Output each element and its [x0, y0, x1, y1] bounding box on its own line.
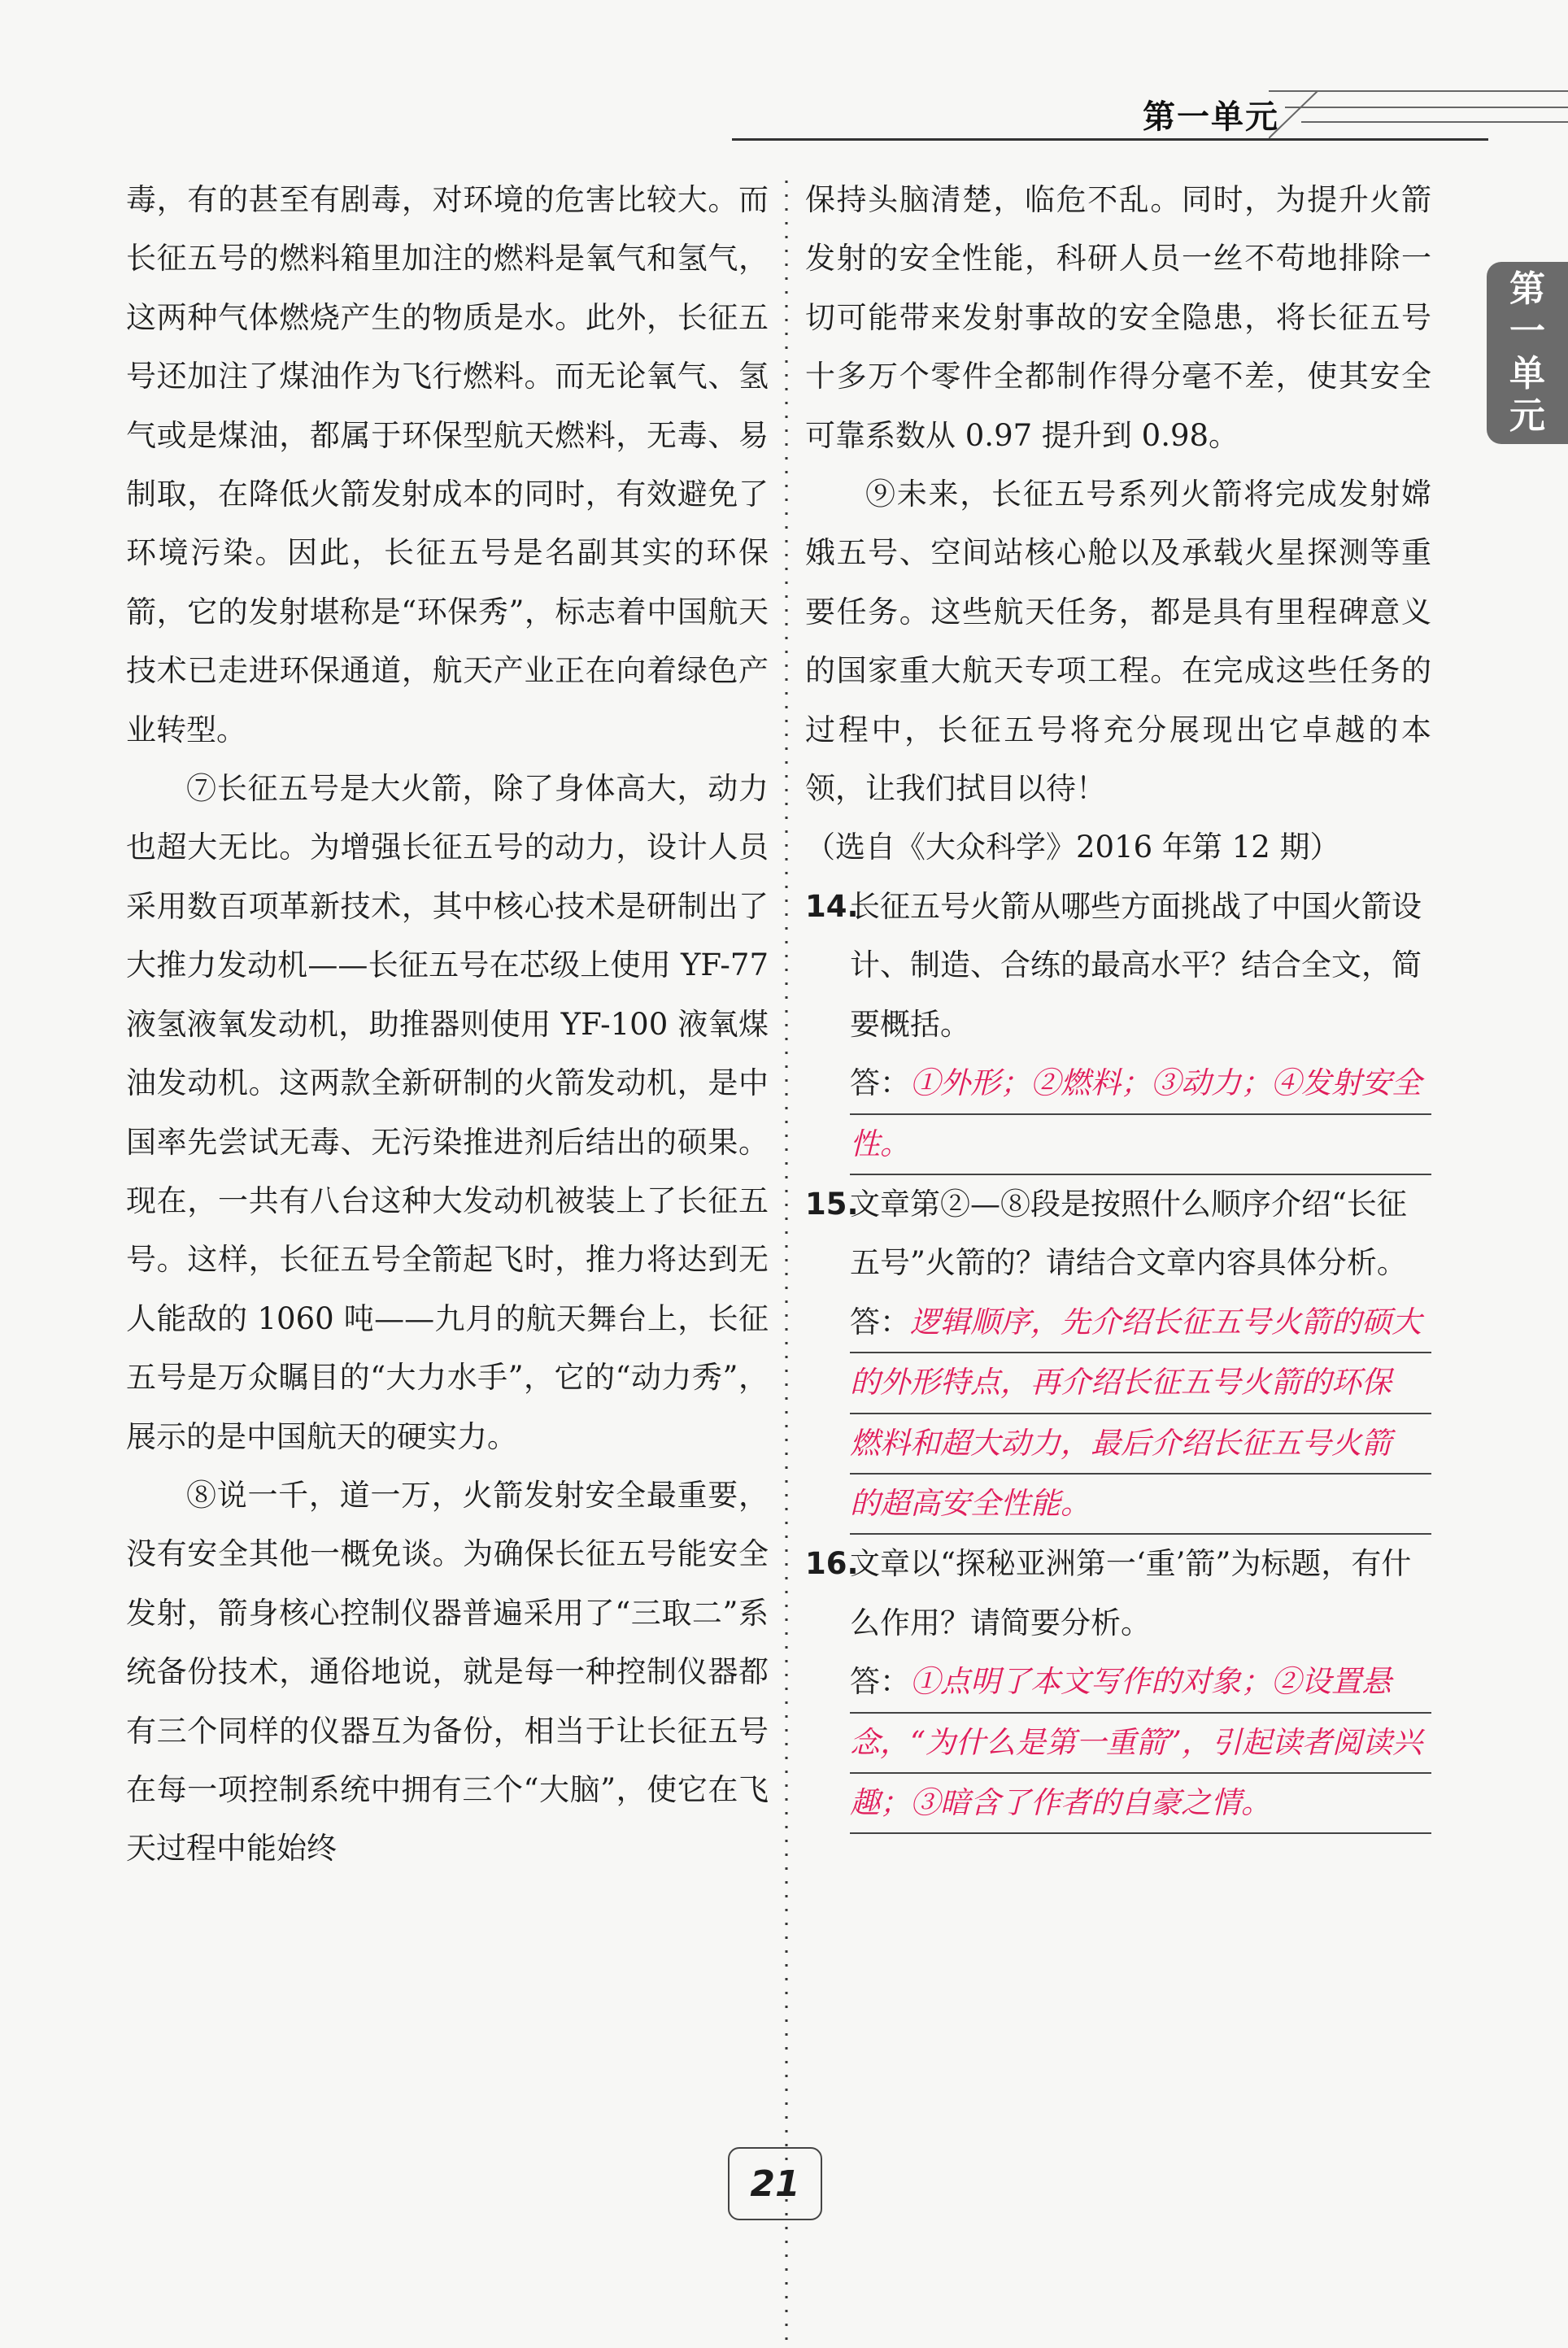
answer-line: 趣；③暗含了作者的自豪之情。: [850, 1774, 1431, 1834]
answer-line: [850, 1293, 1431, 1353]
left-column: [126, 171, 769, 1879]
paragraph: 保持头脑清楚，临危不乱。同时，为提升火箭发射的安全性能，科研人员一丝不苟地排除一切可能带来发射事故的安全隐患，将长征五号十多万个零件全都制作得分毫不差，使其安全可靠系数从 0.97 提升到 0.98。: [805, 182, 1431, 453]
answer-15: [850, 1293, 1431, 1536]
unit-title: 第一单元: [1143, 98, 1279, 136]
question-number: 16.: [805, 1546, 859, 1582]
answer-line: 性。: [850, 1115, 1431, 1175]
side-tab-char: 单: [1509, 353, 1545, 394]
answer-text: ①外形；②燃料；③动力；④发射安全: [910, 1065, 1422, 1101]
paragraph-8: ⑧说一千，道一万，火箭发射安全最重要，没有安全其他一概免谈。为确保长征五号能安全发射，箭身核心控制仪器普遍采用了“三取二”系统备份技术，通俗地说，就是每一种控制仪器都有三个同样的仪器互为备份，相当于让长征五号在每一项控制系统中拥有三个“大脑”，使它在飞天过程中能始终: [126, 1477, 769, 1867]
answer-line: 燃料和超大动力，最后介绍长征五号火箭: [850, 1414, 1431, 1475]
question-14: [805, 878, 1431, 1054]
right-column: [805, 171, 1431, 1834]
answer-text: 逻辑顺序，先介绍长征五号火箭的硕大: [910, 1304, 1422, 1340]
question-number: 15.: [805, 1186, 859, 1222]
side-tab-char: 一: [1509, 311, 1545, 352]
paragraph-9: ⑨未来，长征五号系列火箭将完成发射嫦娥五号、空间站核心舱以及承载火星探测等重要任务。这些航天任务，都是具有里程碑意义的国家重大航天专项工程。在完成这些任务的过程中，长征五号将充分展现出它卓越的本领，让我们拭目以待！: [805, 477, 1431, 807]
question-number: 14.: [805, 888, 859, 924]
header-decoration-lines: [1269, 75, 1568, 148]
source-citation: （选自《大众科学》2016 年第 12 期）: [805, 830, 1340, 865]
answer-line: [850, 1054, 1431, 1114]
answer-14: [850, 1054, 1431, 1175]
answer-label: 答：: [850, 1065, 910, 1101]
answer-line: [850, 1653, 1431, 1713]
paragraph: 毒，有的甚至有剧毒，对环境的危害比较大。而长征五号的燃料箱里加注的燃料是氧气和氢气，这两种气体燃烧产生的物质是水。此外，长征五号还加注了煤油作为飞行燃料。而无论氧气、氢气或是煤油，都属于环保型航天燃料，无毒、易制取，在降低火箭发射成本的同时，有效避免了环境污染。因此，长征五号是名副其实的环保箭，它的发射堪称是“环保秀”，标志着中国航天技术已走进环保通道，航天产业正在向着绿色产业转型。: [126, 182, 769, 747]
answer-line: 的外形特点，再介绍长征五号火箭的环保: [850, 1353, 1431, 1414]
side-tab-char: 元: [1509, 395, 1545, 437]
answer-text: ①点明了本文写作的对象；②设置悬: [910, 1664, 1392, 1700]
question-15: [805, 1175, 1431, 1293]
paragraph-7: ⑦长征五号是大火箭，除了身体高大，动力也超大无比。为增强长征五号的动力，设计人员采用数百项革新技术，其中核心技术是研制出了大推力发动机——长征五号在芯级上使用 YF-77 液氢液氧发动机，助推器则使用 YF-100 液氧煤油发动机。这两款全新研制的火箭发动机，是中国率先尝试无毒、无污染推进剂后结出的硕果。现在，一共有八台这种大发动机被装上了长征五号。这样，长征五号全箭起飞时，推力将达到无人能敌的 1060 吨——九月的航天舞台上，长征五号是万众瞩目的“大力水手”，它的“动力秀”，展示的是中国航天的硬实力。: [126, 771, 769, 1454]
answer-16: [850, 1653, 1431, 1834]
question-16: [805, 1535, 1431, 1653]
question-text: 文章以“探秘亚洲第一‘重’箭”为标题，有什么作用？请简要分析。: [850, 1546, 1412, 1640]
answer-label: 答：: [850, 1664, 910, 1700]
answer-line: 念，“为什么是第一重箭”，引起读者阅读兴: [850, 1714, 1431, 1774]
side-unit-tab: [1487, 262, 1568, 444]
question-text: 长征五号火箭从哪些方面挑战了中国火箭设计、制造、合练的最高水平？结合全文，简要概括。: [850, 888, 1422, 1042]
answer-label: 答：: [850, 1304, 910, 1340]
column-divider: [781, 181, 792, 2348]
page-number: 21: [728, 2147, 822, 2220]
question-text: 文章第②—⑧段是按照什么顺序介绍“长征五号”火箭的？请结合文章内容具体分析。: [850, 1186, 1407, 1281]
side-tab-char: 第: [1509, 268, 1545, 310]
header-rule: [732, 138, 1488, 141]
answer-line: 的超高安全性能。: [850, 1475, 1431, 1535]
